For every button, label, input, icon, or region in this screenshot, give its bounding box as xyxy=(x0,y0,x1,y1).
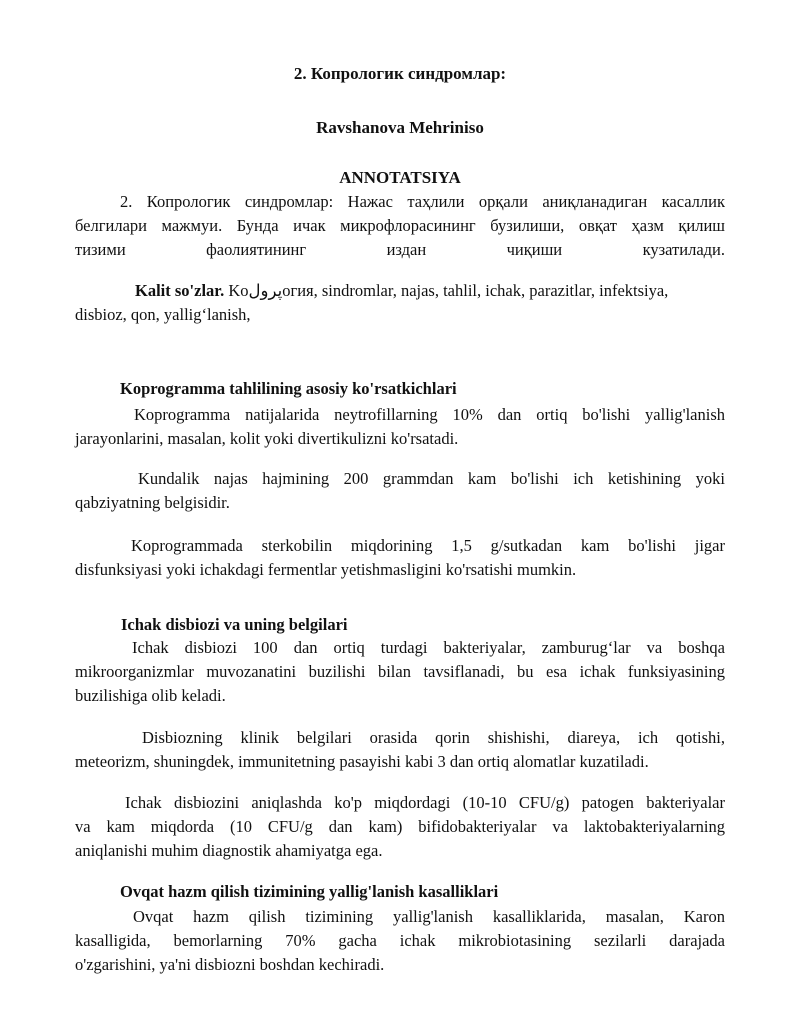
section2-paragraph-1 xyxy=(75,636,725,708)
annotation-line-2: белгилари мажмуи. Бунда ичак микрофлорасининг бузилиши, овқат ҳазм қилиш xyxy=(75,216,725,235)
s2p3-line-1: Ichak disbiozini aniqlashda ko'p miqdordagi (10-10 CFU/g) patogen bakteriyalar xyxy=(125,793,725,812)
s3p1-line-3: o'zgarishini, ya'ni disbiozni boshdan kechiradi. xyxy=(75,955,385,974)
section2-paragraph-2 xyxy=(75,726,725,774)
s3p1-line-1: Ovqat hazm qilish tizimining yallig'lanish kasalliklarida, masalan, Karon xyxy=(133,907,725,926)
annotation-line-1: 2. Копрологик синдромлар: Нажас таҳлили орқали аниқланадиган касаллик xyxy=(120,192,725,211)
annotation-line-3: тизими фаолиятининг издан чиқиши кузатилади. xyxy=(75,240,725,259)
s2p1-line-1: Ichak disbiozi 100 dan ortiq turdagi bakteriyalar, zamburug‘lar va boshqa xyxy=(132,638,725,657)
section1-paragraph-3 xyxy=(75,534,725,582)
section1-paragraph-2 xyxy=(75,467,725,515)
section2-heading: Ichak disbiozi va uning belgilari xyxy=(121,615,348,634)
s2p1-line-2: mikroorganizmlar muvozanatini buzilishi bilan tavsiflanadi, bu esa ichak funksiyasining xyxy=(75,662,725,681)
section1-paragraph-1 xyxy=(75,403,725,451)
s3p1-line-2: kasalligida, bemorlarning 70% gacha ichak mikrobiotasining sezilarli darajada xyxy=(75,931,725,950)
s1p2-line-1: Kundalik najas hajmining 200 grammdan kam bo'lishi ich ketishining yoki xyxy=(138,469,725,488)
s2p2-line-2: meteorizm, shuningdek, immunitetning pasayishi kabi 3 dan ortiq alomatlar kuzatiladi. xyxy=(75,752,649,771)
annotation-paragraph xyxy=(75,190,725,262)
keywords-paragraph xyxy=(75,279,725,327)
keywords-line-1 xyxy=(75,279,725,303)
s2p3-line-3: aniqlanishi muhim diagnostik ahamiyatga ega. xyxy=(75,841,383,860)
s1p3-line-2: disfunksiyasi yoki ichakdagi fermentlar yetishmasligini ko'rsatishi mumkin. xyxy=(75,560,577,579)
keywords-label: Kalit so'zlar. xyxy=(135,281,225,300)
s2p2-line-1: Disbiozning klinik belgilari orasida qorin shishishi, diareya, ich qotishi, xyxy=(142,728,725,747)
s1p3-line-1: Koprogrammada sterkobilin miqdorining 1,5 g/sutkadan kam bo'lishi jigar xyxy=(131,536,725,555)
section3-paragraph-1 xyxy=(75,905,725,977)
s2p3-line-2: va kam miqdorda (10 CFU/g dan kam) bifidobakteriyalar va laktobakteriyalarning xyxy=(75,817,725,836)
s2p1-line-3: buzilishiga olib keladi. xyxy=(75,686,226,705)
s1p1-line-1: Koprogramma natijalarida neytrofillarning 10% dan ortiq bo'lishi yallig'lanish xyxy=(134,405,725,424)
s1p1-line-2: jarayonlarini, masalan, kolit yoki divertikulizni ko'rsatadi. xyxy=(75,429,459,448)
section3-heading: Ovqat hazm qilish tizimining yallig'lanish kasalliklari xyxy=(120,882,499,901)
s1p2-line-2: qabziyatning belgisidir. xyxy=(75,493,230,512)
annotation-heading: ANNOTATSIYA xyxy=(339,168,461,187)
section1-heading: Koprogramma tahlilining asosiy ko'rsatkichlari xyxy=(120,379,457,398)
section2-paragraph-3 xyxy=(75,791,725,863)
keywords-text-1: Koپرولогия, sindromlar, najas, tahlil, ichak, parazitlar, infektsiya, xyxy=(224,281,669,300)
author-name: Ravshanova Mehriniso xyxy=(316,118,484,137)
document-title: 2. Копрологик синдромлар: xyxy=(293,64,507,83)
keywords-line-2: disbioz, qon, yallig‘lanish, xyxy=(75,305,251,324)
